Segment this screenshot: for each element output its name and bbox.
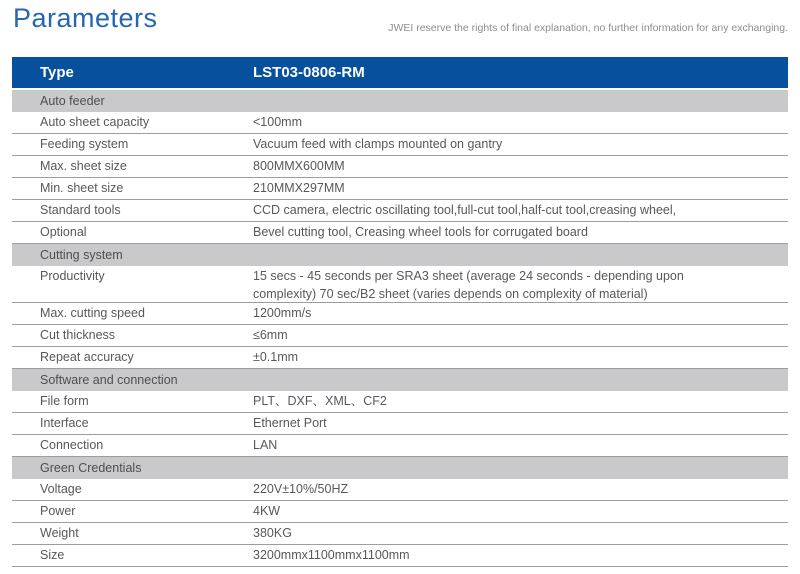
table-row: [12, 545, 788, 567]
section-header: Software and connection: [12, 369, 788, 391]
row-value: [253, 325, 788, 346]
row-value-line: 3200mmx1100mmx1100mm: [253, 548, 410, 562]
table-row: [12, 523, 788, 545]
row-value: [253, 479, 788, 500]
row-label: Weight: [40, 526, 79, 540]
row-value: [253, 523, 788, 544]
row-value-line: 15 secs - 45 seconds per SRA3 sheet (average 24 seconds - depending upon: [253, 269, 684, 283]
row-value: [253, 545, 788, 566]
row-value: [253, 222, 788, 243]
row-value: [253, 156, 788, 177]
table-row: [12, 134, 788, 156]
table-row: [12, 391, 788, 413]
row-label: Size: [40, 548, 65, 562]
table-header-row: [12, 57, 788, 88]
disclaimer-text: JWEI reserve the rights of final explanation, no further information for any exchanging.: [388, 22, 788, 34]
row-value: [253, 435, 788, 456]
row-value: [253, 501, 788, 522]
row-value-line: complexity) 70 sec/B2 sheet (varies depends on complexity of material): [253, 287, 648, 301]
row-label: Feeding system: [40, 137, 129, 151]
row-value-line: CCD camera, electric oscillating tool,full-cut tool,half-cut tool,creasing wheel,: [253, 203, 677, 217]
row-value: [253, 347, 788, 368]
row-value: [253, 178, 788, 199]
table-row: [12, 303, 788, 325]
row-value: [253, 112, 788, 133]
row-label: Standard tools: [40, 203, 121, 217]
table-row: [12, 347, 788, 369]
row-value-line: 4KW: [253, 504, 281, 518]
row-label: File form: [40, 394, 89, 408]
row-value-line: Vacuum feed with clamps mounted on gantry: [253, 137, 503, 151]
row-value-line: 380KG: [253, 526, 292, 540]
table-row: [12, 178, 788, 200]
table-row: [12, 222, 788, 244]
parameters-table-body: [12, 90, 788, 567]
row-value-line: 220V±10%/50HZ: [253, 482, 349, 496]
row-value-line: Bevel cutting tool, Creasing wheel tools for corrugated board: [253, 225, 588, 239]
row-value-line: Ethernet Port: [253, 416, 327, 430]
row-label: Max. cutting speed: [40, 306, 145, 320]
table-row: [12, 156, 788, 178]
row-value-line: <100mm: [253, 115, 302, 129]
type-column-header: Type: [40, 64, 74, 81]
table-row: [12, 325, 788, 347]
row-label: Interface: [40, 416, 89, 430]
row-value: [253, 391, 788, 412]
page-title: Parameters: [13, 3, 158, 33]
row-label: Max. sheet size: [40, 159, 127, 173]
row-value-line: ≤6mm: [253, 328, 288, 342]
row-value-line: PLT、DXF、XML、CF2: [253, 394, 387, 408]
table-row: [12, 501, 788, 523]
row-label: Min. sheet size: [40, 181, 124, 195]
table-row: [12, 479, 788, 501]
section-header: Green Credentials: [12, 457, 788, 479]
row-label: Productivity: [40, 269, 105, 283]
row-value: [253, 200, 788, 221]
model-name: LST03-0806-RM: [253, 64, 365, 81]
section-header: Auto feeder: [12, 90, 788, 112]
table-row: [12, 200, 788, 222]
row-value: [253, 303, 788, 324]
row-label: Connection: [40, 438, 104, 452]
row-value-line: ±0.1mm: [253, 350, 299, 364]
row-value-line: 210MMX297MM: [253, 181, 345, 195]
row-value: [253, 134, 788, 155]
row-label: Cut thickness: [40, 328, 116, 342]
row-value-line: LAN: [253, 438, 278, 452]
section-header: Cutting system: [12, 244, 788, 266]
table-row: [12, 112, 788, 134]
table-row: [12, 266, 788, 303]
row-label: Optional: [40, 225, 87, 239]
row-label: Repeat accuracy: [40, 350, 134, 364]
row-value-line: 800MMX600MM: [253, 159, 345, 173]
table-row: [12, 413, 788, 435]
row-value: [253, 413, 788, 434]
row-label: Voltage: [40, 482, 82, 496]
parameters-table: [12, 57, 788, 567]
row-value-line: 1200mm/s: [253, 306, 312, 320]
table-row: [12, 435, 788, 457]
row-value: [253, 266, 788, 303]
row-label: Power: [40, 504, 76, 518]
row-label: Auto sheet capacity: [40, 115, 150, 129]
